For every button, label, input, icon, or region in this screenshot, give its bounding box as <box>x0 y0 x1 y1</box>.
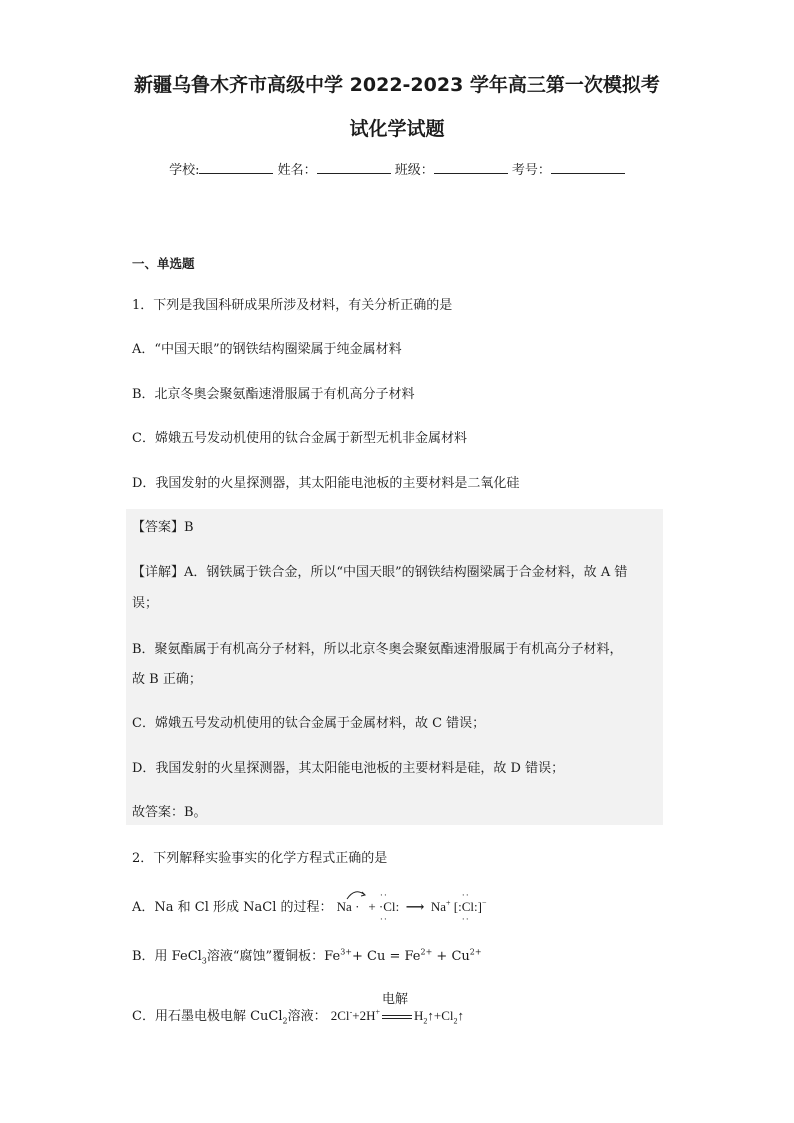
h-charge: + <box>375 1007 380 1017</box>
q1-option-b: B．北京冬奥会聚氨酯速滑服属于有机高分子材料 <box>132 387 415 402</box>
equals-sign-icon <box>382 1015 412 1019</box>
q1-option-a: A．“中国天眼”的钢铁结构圈梁属于纯金属材料 <box>132 342 402 357</box>
curved-arrow-icon: · <box>355 899 365 915</box>
school-label: 学校: <box>169 163 200 178</box>
q1-stem: 1．下列是我国科研成果所涉及材料，有关分析正确的是 <box>132 298 453 313</box>
name-blank[interactable] <box>317 161 391 174</box>
condition-equals <box>380 992 414 1024</box>
class-blank[interactable] <box>434 161 508 174</box>
gas-arrow-icon: ↑ <box>457 1008 464 1023</box>
q1-option-c: C．嫦娥五号发动机使用的钛合金属于新型无机非金属材料 <box>132 431 467 446</box>
answer-panel <box>126 509 663 825</box>
electrolysis-condition: 电解 <box>381 992 408 1007</box>
eq-cl: 2Cl <box>330 1008 350 1023</box>
fe2-charge: 2+ <box>420 947 433 957</box>
na-symbol: Na <box>336 899 352 914</box>
q2-option-a-text: A．Na 和 Cl 形成 NaCl 的过程： <box>132 900 333 915</box>
q2b-eq-mid: + Cu = Fe <box>351 949 421 964</box>
q2-option-c <box>132 992 464 1026</box>
cl-symbol: Cl <box>383 899 396 914</box>
eq-h: +2H <box>352 1008 376 1023</box>
q1-detail-4: 故 B 正确； <box>132 672 202 687</box>
q1-detail-2: 误； <box>132 596 159 611</box>
q2-option-c-text2: 溶液： <box>287 1009 327 1024</box>
q2-option-a <box>132 890 487 924</box>
h2-sub: 2 <box>423 1016 428 1026</box>
electrolysis-equation <box>330 992 464 1026</box>
q1-answer: 【答案】B <box>132 520 194 535</box>
na-ion-symbol: Na <box>430 899 446 914</box>
cl2-sub: 2 <box>453 1016 458 1026</box>
eq-cl2: ↑+Cl <box>427 1008 454 1023</box>
exam-number-label: 考号： <box>511 163 551 178</box>
q2c-sub: 2 <box>282 1016 288 1026</box>
cl-charge: - <box>349 1007 353 1017</box>
q1-detail-6: D．我国发射的火星探测器，其太阳能电池板的主要材料是硅，故 D 错误； <box>132 761 565 776</box>
student-info-row <box>0 159 794 178</box>
cl-ion-charge: − <box>481 898 487 908</box>
eq-h2: H <box>413 1008 424 1023</box>
q2b-eq-cu: + Cu <box>432 949 470 964</box>
q2b-sub: 3 <box>201 956 207 966</box>
section-heading: 一、单选题 <box>132 256 195 271</box>
q2-option-b-text2: 溶液“腐蚀”覆铜板：Fe <box>206 949 341 964</box>
q1-option-d: D．我国发射的火星探测器，其太阳能电池板的主要材料是二氧化硅 <box>132 476 520 491</box>
q2-option-b <box>132 945 482 966</box>
cl-ion-bracket: [:Cl:] <box>453 899 482 914</box>
cl-ion: [:Cl:] ·· ·· <box>453 890 482 924</box>
cl-atom: ·Cl: ·· ·· <box>378 890 400 924</box>
school-blank[interactable] <box>199 161 273 174</box>
q2-option-c-text: C．用石墨电极电解 CuCl <box>132 1009 283 1024</box>
exam-title-line1: 新疆乌鲁木齐市高级中学 2022-2023 学年高三第一次模拟考 <box>134 74 660 96</box>
na-ion-charge: + <box>446 898 451 908</box>
reaction-arrow-icon: ⟶ <box>405 899 425 914</box>
exam-title-line2: 试化学试题 <box>349 118 445 140</box>
exam-number-blank[interactable] <box>551 161 625 174</box>
name-label: 姓名： <box>277 163 317 178</box>
cu2-charge: 2+ <box>469 947 482 957</box>
electron-formation-equation <box>336 890 487 924</box>
q1-detail-7: 故答案：B。 <box>132 805 207 820</box>
plus-sign: + <box>368 899 376 914</box>
q1-detail-5: C．嫦娥五号发动机使用的钛合金属于金属材料，故 C 错误； <box>132 716 486 731</box>
class-label: 班级： <box>394 163 434 178</box>
q2-stem: 2．下列解释实验事实的化学方程式正确的是 <box>132 851 388 866</box>
fe3-charge: 3+ <box>340 947 352 957</box>
q1-detail-1: 【详解】A．钢铁属于铁合金，所以“中国天眼”的钢铁结构圈梁属于合金材料，故 A 错 <box>132 565 628 580</box>
q1-detail-3: B．聚氨酯属于有机高分子材料，所以北京冬奥会聚氨酯速滑服属于有机高分子材料， <box>132 642 623 657</box>
electron-transfer-arrow-icon <box>345 887 367 901</box>
q2-option-b-text: B．用 FeCl <box>132 949 202 964</box>
